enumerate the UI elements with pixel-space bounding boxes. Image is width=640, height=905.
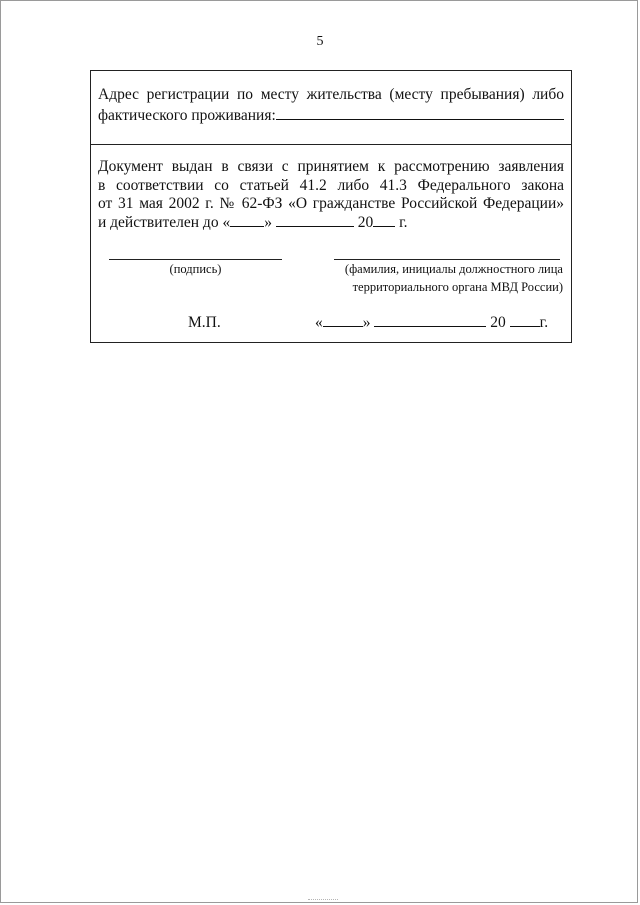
- issued-line-1: Документ выдан в связи с принятием к рассмотрению заявления: [98, 158, 564, 175]
- validity-line: [98, 214, 564, 233]
- validity-day-field[interactable]: [230, 214, 264, 227]
- page-number: 5: [316, 34, 324, 49]
- address-line-2: [98, 105, 564, 126]
- address-line-1: Адрес регистрации по месту жительства (месту пребывания) либо: [98, 86, 564, 103]
- stamp-day-field[interactable]: [323, 314, 363, 327]
- address-label: фактического проживания:: [98, 106, 276, 124]
- stamp-close-quote: »: [362, 314, 371, 331]
- certificate-form: [90, 70, 572, 343]
- address-section: [98, 86, 564, 125]
- official-name-line[interactable]: [334, 259, 560, 260]
- stamp-year-prefix: 20: [490, 314, 506, 331]
- validity-year-prefix: 20: [357, 213, 374, 231]
- official-caption-line-2: территориального органа МВД России): [352, 280, 563, 294]
- validity-year-field[interactable]: [373, 214, 395, 227]
- validity-prefix: и действителен до «: [98, 213, 231, 231]
- stamp-label: М.П.: [188, 314, 221, 331]
- address-field[interactable]: [276, 105, 564, 120]
- validity-close-quote: »: [264, 213, 272, 231]
- issued-line-3: от 31 мая 2002 г. № 62-ФЗ «О гражданстве Российской Федерации»: [98, 195, 564, 212]
- issued-line-2: в соответствии со статьей 41.2 либо 41.3 Федерального закона: [98, 176, 564, 194]
- stamp-year-field[interactable]: [510, 314, 540, 327]
- validity-year-suffix: г.: [399, 213, 408, 231]
- signature-caption: (подпись): [169, 262, 222, 276]
- stamp-month-field[interactable]: [374, 314, 486, 327]
- official-caption: [333, 261, 563, 295]
- signature-line[interactable]: [109, 259, 282, 260]
- scan-artifact: [308, 899, 338, 900]
- validity-month-field[interactable]: [276, 214, 354, 227]
- stamp-year-suffix: г.: [539, 314, 549, 331]
- issued-section: [98, 158, 564, 232]
- official-caption-line-1: (фамилия, инициалы должностного лица: [344, 262, 563, 276]
- section-divider: [91, 144, 571, 145]
- stamp-date: [315, 314, 548, 332]
- stamp-open-quote: «: [315, 314, 323, 331]
